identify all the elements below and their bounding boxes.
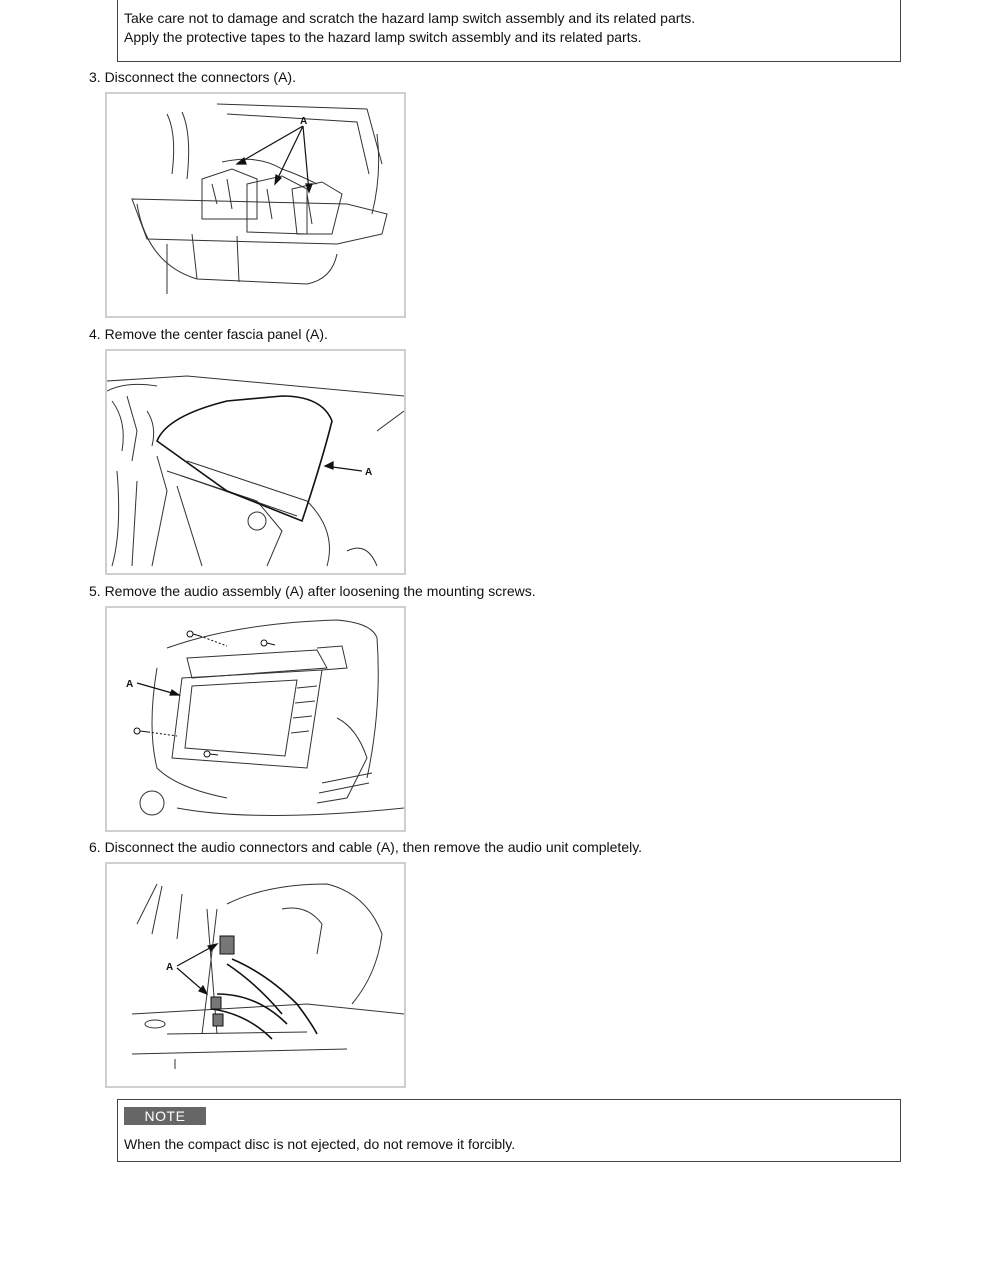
figure-audio-assembly <box>105 606 406 832</box>
step-5-text: 5. Remove the audio assembly (A) after loosening the mounting screws. <box>89 583 536 599</box>
step-3-text: 3. Disconnect the connectors (A). <box>89 69 296 85</box>
note-box-top <box>117 0 901 62</box>
callout-a: A <box>300 116 308 127</box>
callout-a: A <box>126 679 134 690</box>
callout-a: A <box>365 467 373 478</box>
figure-connectors <box>105 92 406 318</box>
audio-assembly-illustration <box>107 608 404 830</box>
connectors-illustration <box>107 94 404 316</box>
figure-center-fascia <box>105 349 406 575</box>
note-label: NOTE <box>124 1107 206 1125</box>
note-box-bottom <box>117 1099 901 1162</box>
note-text: Apply the protective tapes to the hazard lamp switch assembly and its related parts. <box>124 29 642 45</box>
note-text: Take care not to damage and scratch the hazard lamp switch assembly and its related parts. <box>124 10 696 26</box>
callout-a: A <box>166 962 174 973</box>
step-4-text: 4. Remove the center fascia panel (A). <box>89 326 328 342</box>
center-fascia-illustration <box>107 351 404 573</box>
note-text: When the compact disc is not ejected, do not remove it forcibly. <box>124 1136 516 1152</box>
audio-connectors-illustration <box>107 864 404 1086</box>
figure-audio-connectors <box>105 862 406 1088</box>
step-6-text: 6. Disconnect the audio connectors and cable (A), then remove the audio unit completely. <box>89 839 643 855</box>
